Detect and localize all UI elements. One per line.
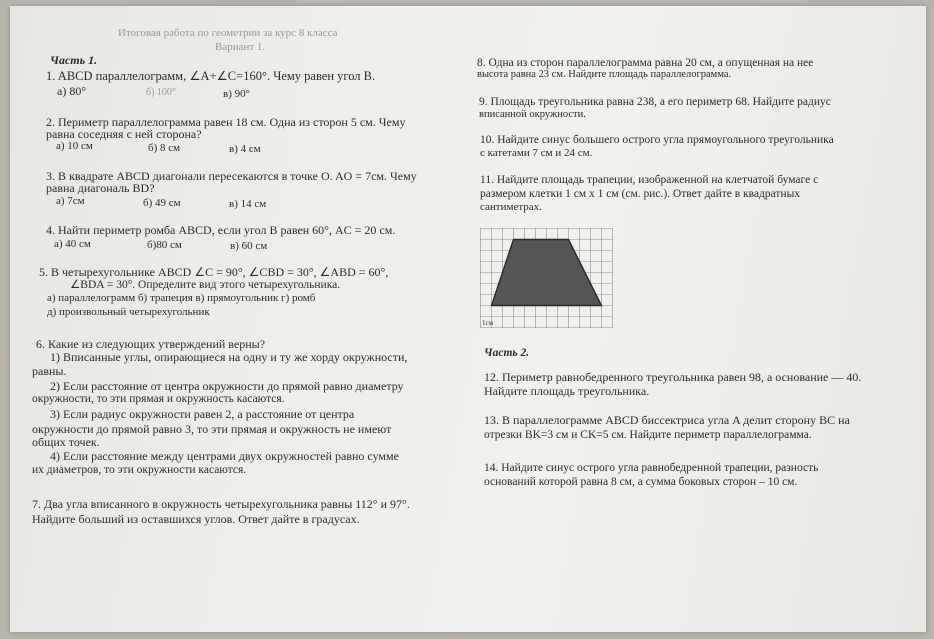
q11-line2: размером клетки 1 см х 1 см (см. рис.). Ответ дайте в квадратных [480,188,801,200]
q6-s4b: их диаметров, то эти окружности касаются. [32,464,247,476]
part1-label: Часть 1. [50,53,98,67]
q2-line2: равна соседняя с ней сторона? [46,127,202,141]
trapezoid-shape [492,240,602,306]
q9-line1: 9. Площадь треугольника равна 238, а его периметр 68. Найдите радиус [479,96,831,108]
q12-line1: 12. Периметр равнобедренного треугольника равен 98, а основание — 40. [484,370,862,384]
q6-s4a: 4) Если расстояние между центрами двух окружностей равно сумме [50,449,399,463]
q3-line2: равна диагональ BD? [46,181,155,195]
q11-line1: 11. Найдите площадь трапеции, изображенной на клетчатой бумаге с [480,174,819,186]
q4-option-c: в) 60 см [230,240,268,252]
q5-line1: 5. В четырехугольнике ABCD ∠C = 90°, ∠CBD = 30°, ∠ABD = 60°, [39,265,389,279]
q3-option-c: в) 14 см [229,198,267,210]
q3-option-a: а) 7см [56,195,85,207]
q11-line3: сантиметрах. [480,201,542,213]
q6-s3a: 3) Если радиус окружности равен 2, а расстояние от центра [50,407,355,421]
trapezoid-grid-figure [480,228,622,330]
q1-option-a: а) 80° [57,84,87,98]
variant-label: Вариант 1. [215,41,266,53]
q3-line1: 3. В квадрате ABCD диагонали пересекаются в точке O. AO = 7см. Чему [46,169,417,183]
q14-line1: 14. Найдите синус острого угла равнобедренной трапеции, разность [484,462,819,474]
q6-s3b: окружности до прямой равно 3, то эти прямая и окружность не имеют [32,422,392,436]
q7-line2: Найдите больший из оставшихся углов. Ответ дайте в градусах. [32,512,360,526]
q8-line2: высота равна 23 см. Найдите площадь параллелограмма. [477,69,732,80]
q6-s1b: равны. [32,364,67,378]
q6-line1: 6. Какие из следующих утверждений верны? [36,337,266,351]
q2-option-c: в) 4 см [229,143,261,155]
q14-line2: оснований которой равна 8 см, а сумма боковых сторон – 10 см. [484,476,798,488]
q6-s2a: 2) Если расстояние от центра окружности до прямой равно диаметру [50,379,404,393]
q7-line1: 7. Два угла вписанного в окружность четырехугольника равны 112° и 97°. [32,497,410,511]
q1-option-b: б) 100° [146,87,176,98]
q1-text: 1. ABCD параллелограмм, ∠A+∠C=160°. Чему равен угол B. [46,69,376,83]
worksheet-title: Итоговая работа по геометрии за курс 8 класса [118,27,338,39]
q5-option-d: д) произвольный четырехугольник [47,306,210,318]
q4-option-a: а) 40 см [54,238,91,250]
q13-line1: 13. В параллелограмме ABCD биссектриса угла A делит сторону BC на [484,413,850,427]
q4-option-b: б)80 см [147,239,182,251]
q6-s3c: общих точек. [32,435,100,449]
q10-line2: с катетами 7 см и 24 см. [480,147,593,159]
q10-line1: 10. Найдите синус большего острого угла прямоугольного треугольника [480,134,834,146]
q2-line1: 2. Периметр параллелограмма равен 18 см. Одна из сторон 5 см. Чему [46,115,406,129]
q13-line2: отрезки BK=3 см и CK=5 см. Найдите периметр параллелограмма. [484,429,812,441]
q5-options: а) параллелограмм б) трапеция в) прямоугольник г) ромб [47,292,316,304]
q5-line2: ∠BDA = 30°. Определите вид этого четырехугольника. [70,279,341,291]
q6-s1a: 1) Вписанные углы, опирающиеся на одну и ту же хорду окружности, [50,350,408,364]
q4-line1: 4. Найти периметр ромба ABCD, если угол B равен 60°, AC = 20 см. [46,223,396,237]
part2-label: Часть 2. [484,347,530,359]
worksheet-page [10,6,926,632]
q12-line2: Найдите площадь треугольника. [484,384,650,398]
q3-option-b: б) 49 см [143,197,181,209]
q2-option-a: а) 10 см [56,140,93,152]
q8-line1: 8. Одна из сторон параллелограмма равна 20 см, а опущенная на нее [477,57,814,69]
q2-option-b: б) 8 см [148,142,181,154]
q1-option-c: в) 90° [223,88,251,100]
q6-s2b: окружности, то эти прямая и окружность касаются. [32,393,285,405]
q9-line2: вписанной окружности. [479,109,586,120]
unit-label: 1см [482,319,494,327]
